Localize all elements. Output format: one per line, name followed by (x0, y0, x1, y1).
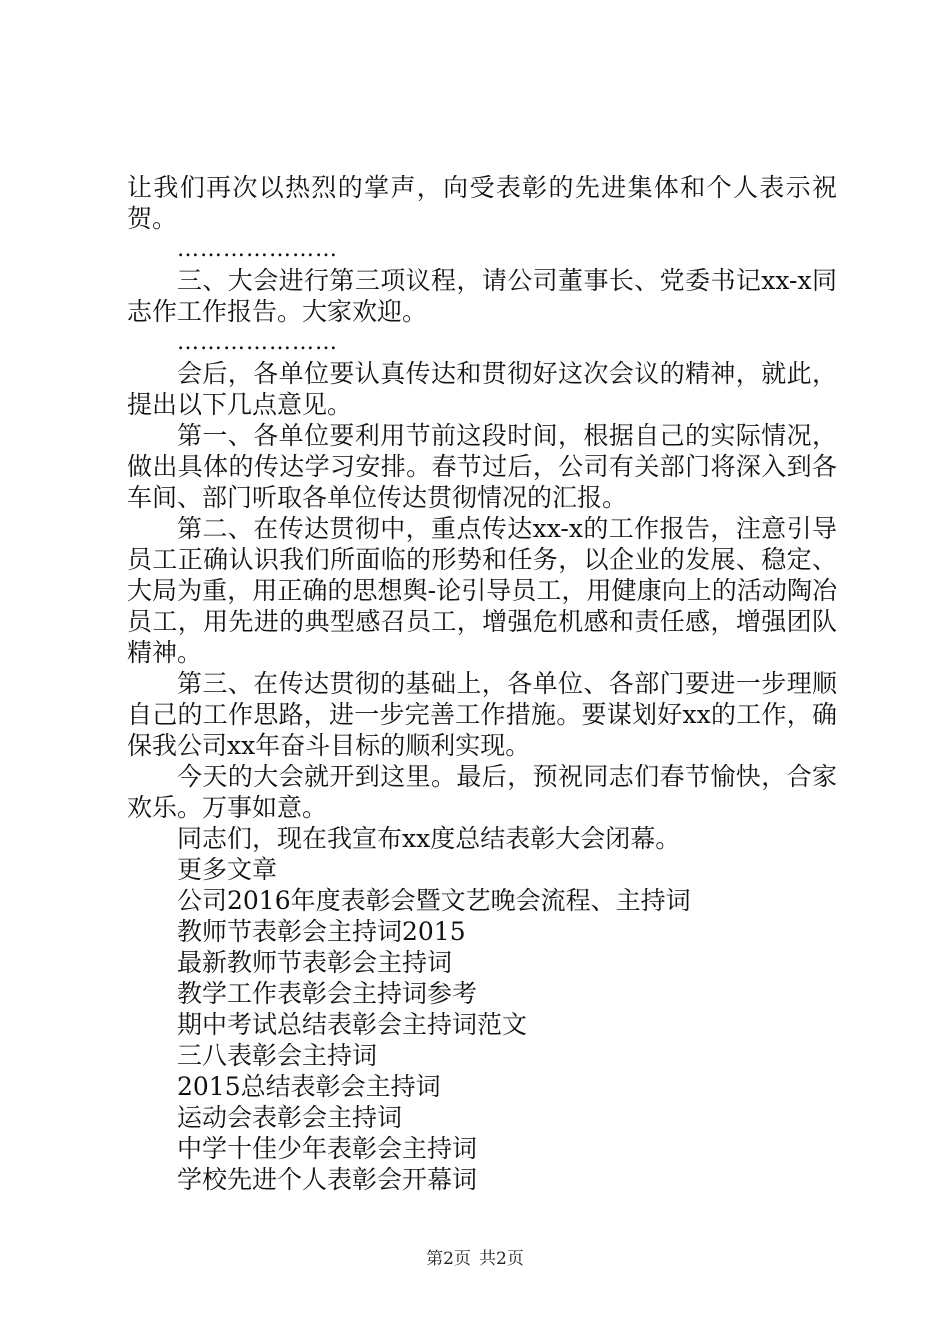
paragraph-point-three: 第三、在传达贯彻的基础上，各单位、各部门要进一步理顺自己的工作思路，进一步完善工作措施。要谋划好xx的工作，确保我公司xx年奋斗目标的顺利实现。 (127, 669, 837, 760)
ellipsis-separator: ………………… (177, 237, 338, 262)
more-articles-section (127, 854, 837, 1195)
page-footer (0, 1244, 950, 1269)
paragraph-applause: 让我们再次以热烈的掌声，向受表彰的先进集体和个人表示祝贺。 (127, 173, 837, 233)
paragraph-point-one: 第一、各单位要利用节前这段时间，根据自己的实际情况，做出具体的传达学习安排。春节过后，公司有关部门将深入到各车间、部门听取各单位传达贯彻情况的汇报。 (127, 421, 837, 512)
page-number: 第2页 (426, 1249, 471, 1269)
paragraph-closing-announcement: 同志们，现在我宣布xx度总结表彰大会闭幕。 (177, 824, 681, 853)
more-articles-heading: 更多文章 (177, 855, 278, 884)
more-article-link[interactable]: 运动会表彰会主持词 (177, 1103, 403, 1132)
paragraph-point-two: 第二、在传达贯彻中，重点传达xx-x的工作报告，注意引导员工正确认识我们所面临的形势和任务，以企业的发展、稳定、大局为重，用正确的思想舆-论引导员工，用健康向上的活动陶冶员工，用先进的典型感召员工，增强危机感和责任感，增强团队精神。 (127, 514, 837, 667)
more-article-link[interactable]: 中学十佳少年表彰会主持词 (177, 1134, 478, 1163)
more-article-link[interactable]: 最新教师节表彰会主持词 (177, 948, 453, 977)
more-article-link[interactable]: 三八表彰会主持词 (177, 1041, 378, 1070)
more-article-link[interactable]: 教学工作表彰会主持词参考 (177, 979, 478, 1008)
document-body (127, 172, 837, 1195)
more-article-link[interactable]: 2015总结表彰会主持词 (177, 1072, 441, 1101)
more-article-link[interactable]: 教师节表彰会主持词2015 (177, 917, 466, 946)
more-article-link[interactable]: 学校先进个人表彰会开幕词 (177, 1165, 478, 1194)
ellipsis-separator: ………………… (177, 330, 338, 355)
paragraph-agenda-three: 三、大会进行第三项议程，请公司董事长、党委书记xx-x同志作工作报告。大家欢迎。 (127, 266, 837, 326)
more-article-link[interactable]: 公司2016年度表彰会暨文艺晚会流程、主持词 (177, 886, 691, 915)
paragraph-after-meeting: 会后，各单位要认真传达和贯彻好这次会议的精神，就此，提出以下几点意见。 (127, 359, 837, 419)
paragraph-closing-wishes: 今天的大会就开到这里。最后，预祝同志们春节愉快，合家欢乐。万事如意。 (127, 762, 837, 822)
more-article-link[interactable]: 期中考试总结表彰会主持词范文 (177, 1010, 528, 1039)
page-total: 共2页 (479, 1249, 524, 1269)
